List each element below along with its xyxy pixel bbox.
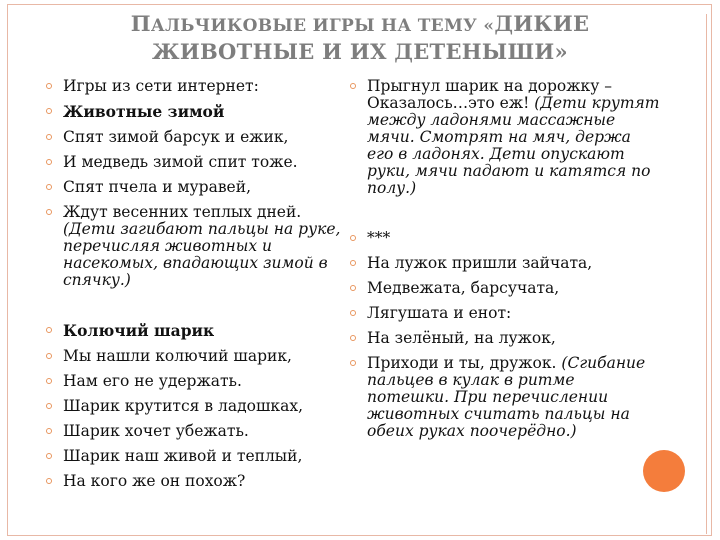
list-item-text: Мы нашли колючий шарик, [63, 347, 292, 365]
right-column [350, 78, 660, 448]
list-item [46, 78, 356, 95]
bullet-icon [350, 285, 356, 291]
bullet-icon [46, 378, 52, 384]
list-item-note: (Дети крутят между ладонями массажные мячи. Смотрят на мяч, держа его в ладонях. Дети опускают руки, мячи падают и катятся по полу.) [367, 94, 660, 197]
bullet-icon [46, 209, 52, 215]
list-item-text: Медвежата, барсучата, [367, 279, 560, 297]
list-spacer [350, 205, 660, 222]
list-item [46, 204, 356, 289]
list-item [350, 305, 660, 322]
list-item-text: Спят зимой барсук и ежик, [63, 128, 289, 146]
list-item-text: Лягушата и енот: [367, 304, 512, 322]
bullet-icon [46, 403, 52, 409]
decorative-circle [643, 450, 685, 492]
list-item [46, 103, 356, 121]
title-line-1: ПАЛЬЧИКОВЫЕ ИГРЫ НА ТЕМУ «ДИКИЕ [130, 11, 590, 36]
list-item-text: На зелёный, на лужок, [367, 329, 556, 347]
slide-title [20, 11, 700, 64]
bullet-icon [46, 453, 52, 459]
list-item [350, 330, 660, 347]
list-item [350, 255, 660, 272]
left-column [46, 78, 356, 498]
list-item [46, 473, 356, 490]
bullet-icon [46, 327, 52, 333]
list-item [46, 322, 356, 340]
bullet-icon [350, 235, 356, 241]
list-item-text: И медведь зимой спит тоже. [63, 153, 298, 171]
list-item-text: Колючий шарик [63, 321, 215, 340]
list-item [46, 373, 356, 390]
list-item-text: Нам его не удержать. [63, 372, 242, 390]
list-item [46, 423, 356, 440]
frame-right-line [706, 14, 707, 534]
bullet-icon [46, 478, 52, 484]
list-item-text: Шарик наш живой и теплый, [63, 447, 303, 465]
list-item [46, 448, 356, 465]
list-item-text: На лужок пришли зайчата, [367, 254, 593, 272]
list-item-note: (Дети загибают пальцы на руке, перечисляя животных и насекомых, впадающих зимой в спячку.) [63, 220, 341, 289]
list-item-text: *** [367, 229, 391, 247]
list-item-text: Приходи и ты, дружок. [367, 354, 557, 372]
bullet-icon [46, 428, 52, 434]
list-item [46, 348, 356, 365]
bullet-icon [46, 108, 52, 114]
bullet-icon [46, 134, 52, 140]
list-item-text: Шарик хочет убежать. [63, 422, 249, 440]
bullet-icon [46, 159, 52, 165]
list-item-text: На кого же он похож? [63, 472, 246, 490]
list-item-note: (Сгибание пальцев в кулак в ритме потешки. При перечислении животных считать пальцы на обеих руках поочерёдно.) [367, 354, 646, 440]
list-item-text: Игры из сети интернет: [63, 77, 259, 95]
list-spacer [46, 297, 356, 314]
bullet-icon [46, 83, 52, 89]
bullet-icon [350, 335, 356, 341]
bullet-icon [350, 83, 356, 89]
list-item-text: Шарик крутится в ладошках, [63, 397, 304, 415]
list-item [350, 230, 660, 247]
list-item-text: Животные зимой [63, 102, 225, 121]
title-line-2: ЖИВОТНЫЕ И ИХ ДЕТЕНЫШИ» [152, 39, 568, 64]
list-item [46, 129, 356, 146]
bullet-icon [350, 360, 356, 366]
bullet-icon [46, 184, 52, 190]
list-item [350, 78, 660, 197]
bullet-icon [350, 310, 356, 316]
list-item [46, 154, 356, 171]
list-item-text: Прыгнул шарик на дорожку – Оказалось…это еж! [367, 77, 613, 112]
bullet-icon [46, 353, 52, 359]
list-item [350, 280, 660, 297]
bullet-icon [350, 260, 356, 266]
list-item-text: Спят пчела и муравей, [63, 178, 251, 196]
list-item [350, 355, 660, 440]
list-item-text: Ждут весенних теплых дней. [63, 203, 302, 221]
list-item [46, 179, 356, 196]
list-item [46, 398, 356, 415]
